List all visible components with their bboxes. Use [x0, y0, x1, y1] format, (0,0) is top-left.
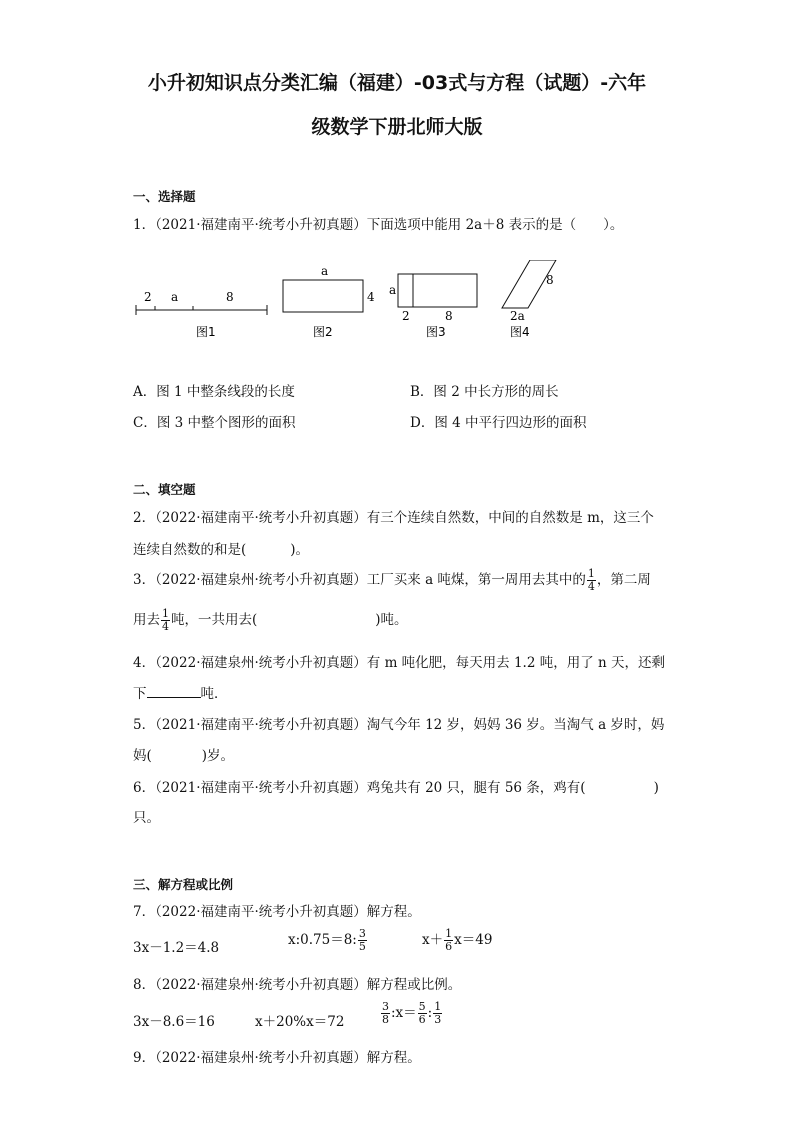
question-4-line2-end: 吨． — [200, 686, 228, 702]
question-8-equation-2: x＋20%x＝72 — [255, 1014, 345, 1030]
question-4-answer-underline[interactable] — [147, 685, 201, 698]
fig3-caption: 图3 — [426, 325, 446, 339]
equation-text: : — [427, 1005, 433, 1021]
option-d[interactable]: D．图 4 中平行四边形的面积 — [410, 415, 587, 431]
question-2-line2-start: 连续自然数的和是( — [133, 542, 247, 558]
fraction-numerator: 1 — [587, 567, 595, 580]
fraction-numerator: 1 — [434, 1000, 442, 1013]
question-3-fraction-1 — [587, 568, 596, 593]
fig2-label-right: 4 — [367, 290, 375, 304]
section-heading-equations: 三、解方程或比例 — [133, 877, 234, 892]
question-7-equation-1: 3x－1.2＝4.8 — [133, 940, 220, 956]
equation-fraction — [418, 1001, 427, 1026]
fraction-denominator: 4 — [162, 620, 169, 633]
question-4-line2 — [133, 682, 228, 702]
figure-4-parallelogram — [502, 260, 556, 339]
question-6-line1-end: ) — [653, 780, 659, 796]
question-6-line2: 只。 — [133, 810, 160, 826]
question-8-text: 8．（2022·福建泉州·统考小升初真题）解方程或比例。 — [133, 977, 462, 993]
figure-1-segment-line — [136, 290, 267, 339]
section-heading-fill: 二、填空题 — [133, 482, 196, 497]
question-3-line2-mid: 吨，一共用去( — [171, 612, 258, 628]
fig3-label-left: a — [389, 283, 397, 297]
question-1-text: 1．（2021·福建南平·统考小升初真题）下面选项中能用 2a＋8 表示的是（ ）。 — [133, 217, 624, 233]
fraction-denominator: 8 — [382, 1013, 389, 1026]
fraction-numerator: 5 — [418, 1000, 426, 1013]
fig4-label-side: 8 — [546, 273, 554, 287]
section-heading-choice: 一、选择题 — [133, 189, 196, 204]
question-7-equation-2 — [288, 928, 368, 953]
question-6-line1-start: 6．（2021·福建南平·统考小升初真题）鸡兔共有 20 只，腿有 56 条，鸡有( — [133, 780, 586, 796]
question-5-line2-end: )岁。 — [201, 748, 235, 764]
fig3-label-8: 8 — [445, 309, 453, 323]
question-3-line2-end: )吨。 — [375, 612, 408, 628]
question-6-line1 — [133, 776, 659, 796]
fraction-numerator: 1 — [445, 927, 453, 940]
question-2-line2 — [133, 538, 309, 558]
question-5-line2-start: 妈( — [133, 748, 152, 764]
question-7-equation-3 — [422, 928, 492, 953]
fraction-numerator: 1 — [162, 607, 169, 620]
option-a[interactable]: A．图 1 中整条线段的长度 — [133, 384, 295, 400]
fig4-caption: 图4 — [510, 325, 530, 339]
question-3-line2 — [133, 608, 408, 633]
fraction-denominator: 3 — [434, 1013, 442, 1026]
equation-text: x:0.75＝8: — [288, 932, 357, 948]
question-4-line2-start: 下 — [133, 686, 147, 702]
fraction-numerator: 3 — [358, 927, 366, 940]
fraction-denominator: 4 — [587, 580, 595, 593]
question-7-text: 7．（2022·福建南平·统考小升初真题）解方程。 — [133, 904, 421, 920]
equation-text: :x＝ — [391, 1005, 417, 1021]
question-3-line2-start: 用去 — [133, 612, 160, 628]
fig3-label-2: 2 — [402, 309, 410, 323]
question-8-equation-1: 3x－8.6＝16 — [133, 1014, 215, 1030]
option-c[interactable]: C．图 3 中整个图形的面积 — [133, 415, 296, 431]
fraction-denominator: 5 — [358, 940, 366, 953]
page-title-line1: 小升初知识点分类汇编（福建）-03式与方程（试题）-六年 — [147, 72, 647, 94]
fraction-denominator: 6 — [418, 1013, 426, 1026]
equation-fraction — [433, 1001, 442, 1026]
fig1-caption: 图1 — [196, 325, 216, 339]
figure-3-split-rectangle — [389, 274, 477, 339]
question-3-line1-start: 3．（2022·福建泉州·统考小升初真题）工厂买来 a 吨煤，第一周用去其中的 — [133, 572, 586, 588]
equation-fraction — [358, 928, 367, 953]
page-title-line2: 级数学下册北师大版 — [311, 116, 483, 138]
question-3-line1 — [133, 568, 651, 593]
equation-fraction — [444, 928, 453, 953]
question-2-line1: 2．（2022·福建南平·统考小升初真题）有三个连续自然数，中间的自然数是 m，这三个 — [133, 510, 654, 526]
fig1-label-8: 8 — [226, 290, 234, 304]
equation-fraction — [381, 1001, 390, 1026]
question-3-fraction-2 — [161, 608, 170, 633]
question-4-line1: 4．（2022·福建泉州·统考小升初真题）有 m 吨化肥，每天用去 1.2 吨，用了 n 天，还剩 — [133, 655, 665, 671]
figure-2-rectangle — [283, 264, 375, 339]
fraction-denominator: 6 — [445, 940, 453, 953]
question-3-line1-end: ，第二周 — [596, 572, 651, 588]
question-5-line2 — [133, 744, 234, 764]
equation-text: x＝49 — [454, 932, 493, 948]
fig2-caption: 图2 — [313, 325, 333, 339]
fig4-label-bottom: 2a — [510, 309, 525, 323]
question-9-text: 9．（2022·福建泉州·统考小升初真题）解方程。 — [133, 1050, 421, 1066]
question-2-line2-end: )。 — [290, 542, 310, 558]
fig2-label-top: a — [321, 264, 329, 278]
fig1-label-a: a — [171, 290, 179, 304]
question-5-line1: 5．（2021·福建南平·统考小升初真题）淘气今年 12 岁，妈妈 36 岁。当淘气 a 岁时，妈 — [133, 717, 665, 733]
fraction-numerator: 3 — [382, 1000, 389, 1013]
equation-text: x＋ — [422, 932, 444, 948]
question-1-figures — [130, 260, 560, 350]
question-8-equation-3 — [380, 1001, 443, 1026]
option-b[interactable]: B．图 2 中长方形的周长 — [410, 384, 559, 400]
fig1-label-2: 2 — [144, 290, 152, 304]
